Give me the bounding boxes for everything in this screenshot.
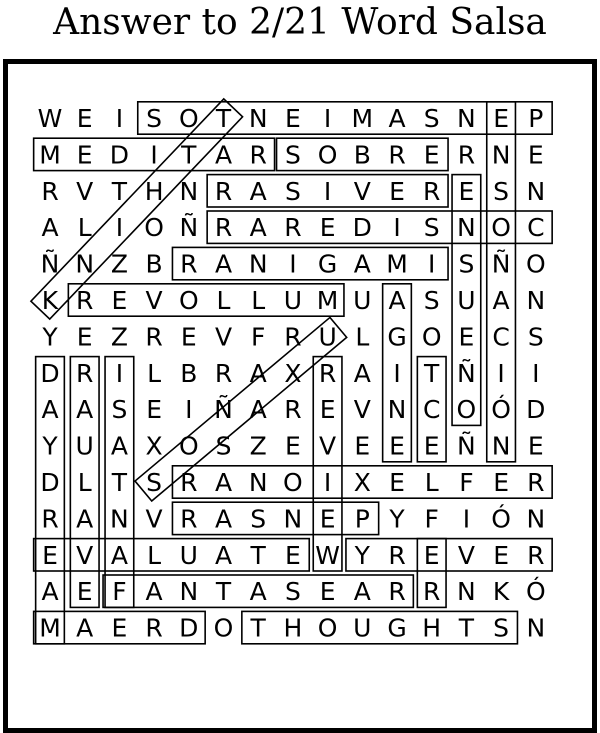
grid-letter: R — [388, 540, 406, 570]
grid-letter: V — [76, 176, 94, 206]
grid-letter: A — [214, 504, 233, 534]
grid-letter: L — [355, 322, 370, 352]
grid-letter: D — [40, 468, 60, 497]
grid-letter: I — [150, 140, 158, 170]
grid-letter: O — [456, 395, 477, 425]
grid-letter: H — [422, 613, 442, 643]
grid-letter: A — [249, 358, 267, 388]
grid-letter: A — [41, 577, 59, 607]
grid-letter: N — [248, 249, 268, 279]
grid-letter: B — [353, 140, 371, 170]
grid-letter: A — [249, 213, 267, 243]
grid-letter: M — [386, 249, 408, 279]
grid-letter: E — [42, 540, 58, 570]
grid-letter: R — [41, 176, 59, 206]
grid-letter: B — [180, 358, 198, 388]
grid-letter: Ñ — [491, 249, 511, 279]
grid-letter: Ñ — [179, 213, 199, 243]
grid-letter: L — [77, 213, 92, 243]
grid-letter: L — [77, 468, 92, 497]
grid-letter: X — [353, 468, 371, 497]
grid-letter: A — [353, 249, 371, 279]
grid-letter: L — [424, 468, 439, 497]
grid-letter: R — [180, 504, 198, 534]
grid-letter: S — [423, 104, 440, 133]
grid-letter: A — [249, 395, 267, 425]
grid-letter: A — [76, 613, 94, 643]
grid-letter: T — [250, 540, 266, 570]
grid-letter: I — [323, 104, 332, 133]
grid-letter: I — [393, 213, 401, 243]
grid-letter: N — [75, 249, 95, 279]
grid-letter: R — [41, 504, 59, 534]
grid-letter: O — [283, 468, 303, 497]
grid-letter: R — [76, 358, 94, 388]
grid-letter: R — [180, 249, 198, 279]
grid-letter: M — [39, 613, 61, 643]
grid-letter: E — [285, 540, 301, 570]
grid-letter: D — [179, 613, 199, 643]
grid-letter: N — [110, 504, 129, 534]
grid-letter: F — [112, 577, 127, 607]
grid-letter: A — [41, 213, 59, 243]
grid-letter: E — [319, 504, 336, 534]
grid-letter: E — [493, 104, 509, 133]
grid-letter: O — [491, 213, 511, 243]
grid-letter: M — [351, 104, 374, 133]
grid-letter: S — [250, 504, 267, 534]
grid-letter: A — [353, 358, 371, 388]
grid-letter: D — [109, 140, 130, 170]
grid-letter: I — [115, 104, 124, 133]
grid-letter: E — [76, 140, 93, 170]
grid-letter: W — [37, 104, 63, 133]
grid-letter: Z — [110, 322, 128, 352]
grid-letter: A — [110, 540, 128, 570]
grid-letter: N — [526, 176, 546, 206]
grid-letter: R — [180, 468, 198, 497]
grid-letter: R — [457, 140, 476, 170]
grid-letter: H — [144, 176, 164, 206]
grid-letter: G — [387, 322, 407, 352]
grid-letter: U — [457, 286, 476, 315]
grid-letter: P — [354, 504, 370, 534]
grid-letter: T — [250, 613, 266, 643]
grid-letter: Y — [389, 504, 405, 534]
grid-letter: A — [388, 104, 406, 133]
grid-letter: E — [527, 140, 544, 170]
answer-box-revew — [313, 357, 342, 571]
grid-letter: I — [462, 504, 471, 534]
grid-letter: N — [526, 504, 546, 534]
grid-letter: K — [41, 286, 59, 315]
grid-letter: A — [41, 395, 59, 425]
grid-letter: I — [428, 249, 436, 279]
grid-letter: S — [215, 431, 232, 461]
grid-letter: N — [457, 213, 476, 243]
grid-letter: E — [493, 468, 509, 497]
grid-letter: A — [214, 249, 233, 279]
answer-box-pensar — [172, 502, 378, 534]
grid-letter: M — [316, 286, 339, 315]
grid-letter: V — [76, 540, 94, 570]
grid-letter: R — [214, 213, 233, 243]
grid-letter: R — [284, 395, 302, 425]
grid-letter: E — [389, 468, 405, 497]
answer-box-mullover — [68, 284, 344, 316]
grid-letter: E — [527, 431, 544, 461]
answer-box-evaluate — [34, 539, 310, 571]
grid-letter: A — [214, 140, 233, 170]
grid-letter: R — [145, 322, 163, 352]
grid-letter: A — [353, 577, 371, 607]
grid-letter: O — [178, 286, 199, 315]
grid-letter: U — [179, 540, 198, 570]
grid-letter: O — [317, 140, 338, 170]
grid-letter: Ñ — [457, 358, 476, 388]
grid-letter: A — [388, 286, 406, 315]
grid-letter: S — [527, 322, 544, 352]
grid-letter: Ñ — [40, 249, 60, 279]
grid-letter: E — [423, 431, 440, 461]
grid-letter: S — [458, 249, 475, 279]
grid-letter: L — [147, 358, 162, 388]
grid-letter: S — [493, 613, 510, 643]
grid-letter: L — [251, 286, 266, 315]
grid-letter: V — [214, 322, 233, 352]
grid-letter: O — [421, 322, 442, 352]
grid-letter: O — [213, 613, 234, 643]
grid-letter: V — [353, 176, 371, 206]
grid-letter: V — [319, 431, 337, 461]
grid-letter: I — [289, 249, 297, 279]
grid-letter: I — [323, 468, 332, 497]
grid-letter: E — [389, 176, 405, 206]
grid-letter: R — [214, 176, 233, 206]
grid-letter: Ó — [525, 577, 546, 607]
grid-letter: Ñ — [214, 395, 233, 425]
grid-letter: T — [181, 140, 197, 170]
grid-letter: R — [423, 176, 441, 206]
grid-letter: R — [284, 322, 302, 352]
grid-letter: R — [388, 140, 406, 170]
grid-letter: G — [317, 249, 338, 279]
answer-box-srveras — [135, 317, 347, 501]
grid-letter: R — [388, 577, 406, 607]
grid-letter: O — [178, 431, 199, 461]
grid-letter: N — [457, 577, 476, 607]
grid-letter: T — [215, 104, 232, 133]
grid-letter: T — [458, 613, 475, 643]
grid-letter: F — [424, 504, 439, 534]
grid-letter: L — [216, 286, 231, 315]
grid-letter: R — [284, 213, 302, 243]
grid-letter: E — [319, 395, 336, 425]
grid-letter: U — [75, 431, 94, 461]
grid-letter: D — [526, 395, 546, 425]
grid-letter: E — [423, 140, 440, 170]
grid-letter: O — [178, 104, 199, 133]
answer-box-revery — [346, 539, 552, 571]
grid-letter: P — [528, 104, 544, 133]
grid-letter: E — [319, 213, 336, 243]
grid-letter: T — [111, 468, 128, 497]
grid-letter: N — [526, 286, 546, 315]
puzzle-title: Answer to 2/21 Word Salsa — [53, 2, 547, 43]
grid-letter: I — [497, 358, 505, 388]
grid-letter: E — [493, 540, 509, 570]
grid-letter: M — [39, 140, 61, 170]
grid-letter: V — [457, 540, 475, 570]
grid-letter: H — [283, 613, 303, 643]
grid-letter: E — [458, 176, 475, 206]
grid-letter: X — [284, 358, 302, 388]
grid-letter: A — [145, 577, 163, 607]
grid-letter: A — [214, 468, 233, 497]
grid-letter: E — [180, 322, 197, 352]
grid-letter: Ñ — [457, 431, 476, 461]
grid-letter: R — [527, 468, 545, 497]
grid-letter: N — [457, 104, 476, 133]
grid-letter: G — [387, 613, 407, 643]
grid-letter: T — [424, 358, 440, 388]
grid-letter: D — [352, 213, 372, 243]
grid-letter: Ó — [491, 395, 511, 425]
grid-letter: S — [493, 176, 510, 206]
answer-box-kntht — [31, 99, 243, 319]
grid-letter: T — [111, 176, 128, 206]
grid-letter: N — [283, 504, 303, 534]
grid-letter: E — [76, 104, 93, 133]
grid-letter: A — [76, 395, 94, 425]
grid-letter: S — [146, 468, 163, 497]
answer-box-pensamientos — [138, 102, 552, 134]
grid-letter: C — [492, 322, 510, 352]
grid-letter: B — [145, 249, 163, 279]
grid-letter: E — [146, 395, 162, 425]
grid-letter: I — [115, 358, 124, 388]
grid-letter: S — [284, 140, 301, 170]
grid-letter: A — [249, 176, 267, 206]
grid-letter: E — [76, 322, 93, 352]
grid-letter: O — [317, 613, 338, 643]
grid-letter: N — [526, 613, 546, 643]
grid-letter: Y — [354, 540, 370, 570]
grid-letter: I — [115, 213, 124, 243]
grid-letter: N — [387, 395, 407, 425]
grid-letter: E — [285, 431, 301, 461]
grid-letter: N — [491, 140, 511, 170]
grid-letter: A — [214, 540, 233, 570]
grid-letter: W — [315, 540, 340, 570]
grid-letter: E — [111, 286, 128, 315]
grid-letter: V — [145, 504, 163, 534]
grid-letter: C — [527, 213, 545, 243]
grid-letter: U — [283, 286, 303, 315]
grid-letter: V — [353, 395, 371, 425]
grid-letter: T — [215, 577, 232, 607]
grid-letter: C — [422, 395, 441, 425]
grid-letter: Z — [249, 431, 267, 461]
grid-letter: S — [423, 213, 440, 243]
grid-letter: Z — [110, 249, 128, 279]
grid-letter: L — [147, 540, 162, 570]
grid-letter: R — [249, 140, 267, 170]
grid-letter: E — [319, 577, 336, 607]
grid-letter: E — [423, 540, 440, 570]
grid-letter: K — [492, 577, 510, 607]
grid-letter: E — [76, 577, 93, 607]
grid-letter: R — [423, 577, 441, 607]
grid-letter: A — [76, 504, 94, 534]
grid-letter: R — [214, 358, 233, 388]
grid-letter: Y — [42, 431, 58, 461]
grid-letter: U — [318, 322, 337, 352]
grid-letter: E — [285, 104, 301, 133]
grid-letter: A — [492, 286, 510, 315]
grid-letter: E — [458, 322, 475, 352]
grid-letter: I — [185, 395, 193, 425]
grid-letter: Ó — [491, 504, 511, 534]
grid-letter: I — [393, 358, 401, 388]
grid-letter: E — [111, 613, 128, 643]
grid-letter: E — [389, 431, 405, 461]
grid-letter: N — [179, 577, 199, 607]
grid-letter: S — [111, 395, 128, 425]
grid-letter: S — [284, 176, 301, 206]
grid-letter: U — [353, 286, 372, 315]
grid-letter: O — [144, 213, 164, 243]
grid-letter: S — [284, 577, 301, 607]
grid-letter: U — [353, 613, 372, 643]
grid-letter: R — [145, 613, 163, 643]
grid-letter: N — [248, 468, 268, 497]
grid-letter: V — [145, 286, 163, 315]
grid-letter: A — [110, 431, 128, 461]
grid-letter: N — [179, 176, 199, 206]
grid-letter: S — [146, 104, 163, 133]
grid-letter: R — [318, 358, 337, 388]
grid-letter: I — [323, 176, 332, 206]
grid-letter: X — [145, 431, 163, 461]
grid-letter: F — [251, 322, 266, 352]
grid-letter: S — [423, 286, 440, 315]
grid-letter: N — [248, 104, 268, 133]
grid-letter: I — [532, 358, 540, 388]
grid-letter: F — [459, 468, 474, 497]
grid-letter: A — [249, 577, 267, 607]
grid-letter: Y — [42, 322, 58, 352]
grid-letter: R — [76, 286, 94, 315]
grid-letter: D — [40, 358, 60, 388]
grid-letter: R — [527, 540, 545, 570]
grid-letter: E — [354, 431, 371, 461]
grid-letter: N — [491, 431, 511, 461]
grid-letter: O — [525, 249, 546, 279]
